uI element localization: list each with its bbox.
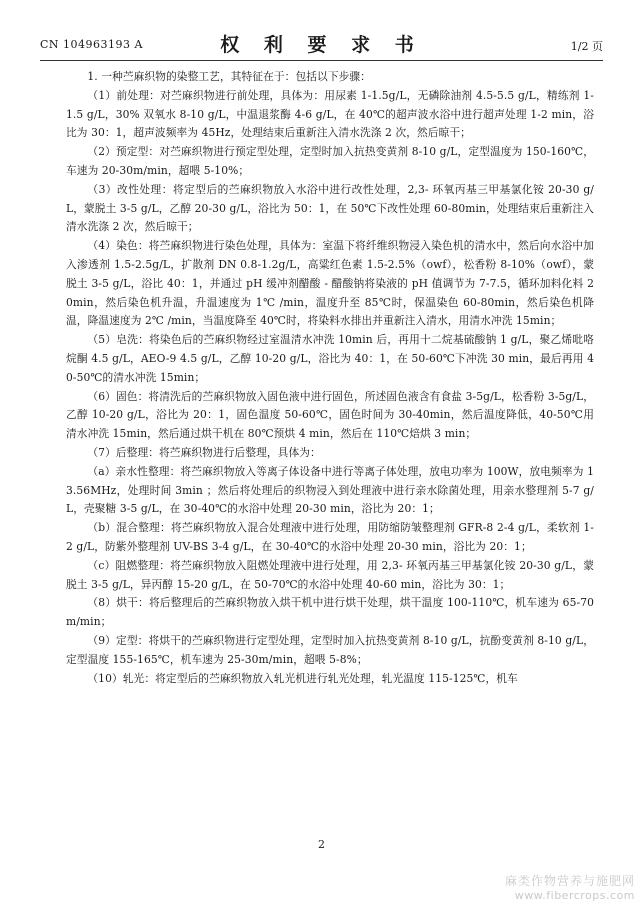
claims-body [66, 68, 594, 688]
step-modification: （3）改性处理：将定型后的苎麻织物放入水浴中进行改性处理，2,3- 环氧丙基三甲基氯化铵 20-30 g/L，蒙脱土 3-5 g/L，乙醇 20-30 g/L，浴比为 50：1，在 50℃下改性处理 60-80min，处理结束后重新注入清水洗涤 2 次，然后晾干； [66, 182, 594, 234]
substep-mixed: （b）混合整理：将苎麻织物放入混合处理液中进行处理，用防缩防皱整理剂 GFR-8 2-4 g/L，柔软剂 1-2 g/L，防紫外整理剂 UV-BS 3-4 g/L，在 30-40℃的水浴中处理 20-30 min，浴比为 20：1； [66, 521, 594, 553]
page-indicator: 1/2 页 [570, 40, 603, 53]
watermark-site-name: 麻类作物营养与施肥网 [504, 874, 635, 888]
watermark-url: www.fibercrops.com [514, 889, 635, 902]
substep-hydrophilic: （a）亲水性整理：将苎麻织物放入等离子体设备中进行等离子体处理，放电功率为 100W，放电频率为 13.56MHz，处理时间 3min ；然后将处理后的织物浸入到处理液中进行亲水除菌处理，用亲水整理剂 5-7 g/L，壳聚糖 3-5 g/L，在 30-40℃的水浴中处理 20-30 min，浴比为 20：1； [66, 464, 594, 516]
step-dyeing: （4）染色：将苎麻织物进行染色处理，具体为：室温下将纤维织物浸入染色机的清水中，然后向水浴中加入渗透剂 1.5-2.5g/L，扩散剂 DN 0.8-1.2g/L，高粱红色素 1.5-2.5%（owf），松香粉 8-10%（owf），蒙脱土 3-5 g/L，浴比 40：1，并通过 pH 缓冲剂醋酸 - 醋酸钠将染液的 pH 值调节为 7-7.5，循环加料化料 20min，然后染色机升温，升温速度为 1℃ /min，温度升至 85℃时，保温染色 60-80min，然后染色机降温，降温速度为 2℃ /min，当温度降至 40℃时，将染料水排出并重新注入清水，用清水冲洗 15min； [66, 239, 594, 328]
site-watermark [505, 872, 635, 902]
step-setting: （9）定型：将烘干的苎麻织物进行定型处理，定型时加入抗热变黄剂 8-10 g/L，抗酚变黄剂 8-10 g/L，定型温度 155-165℃，机车速为 25-30m/min，超喂 5-8%； [66, 633, 594, 666]
header-divider [40, 60, 603, 61]
step-color-fixing: （6）固色：将清洗后的苎麻织物放入固色液中进行固色，所述固色液含有食盐 3-5g/L，松香粉 3-5g/L，乙醇 10-20 g/L，浴比为 20：1，固色温度 50-60℃，固色时间为 30-40min，然后温度降低，40-50℃用清水冲洗 15min，然后通过烘干机在 80℃预烘 4 min，然后在 110℃焙烘 3 min； [66, 389, 594, 441]
page-number: 2 [318, 838, 325, 851]
claim-intro: 1. 一种苎麻织物的染整工艺，其特征在于：包括以下步骤： [87, 70, 371, 83]
page-header [40, 28, 603, 58]
step-drying: （8）烘干：将后整理后的苎麻织物放入烘干机中进行烘干处理，烘干温度 100-110℃，机车速为 65-70m/min； [66, 596, 594, 629]
document-title: 权 利 要 求 书 [220, 34, 423, 56]
substep-flame-retardant: （c）阻燃整理：将苎麻织物放入阻燃处理液中进行处理，用 2,3- 环氧丙基三甲基氯化铵 20-30 g/L，蒙脱土 3-5 g/L，异丙醇 15-20 g/L，在 50-70℃的水浴中处理 40-60 min，浴比为 30：1； [66, 558, 594, 591]
patent-number: CN 104963193 A [40, 38, 143, 51]
step-soaping: （5）皂洗：将染色后的苎麻织物经过室温清水冲洗 10min 后，再用十二烷基硫酸钠 1 g/L，聚乙烯吡咯烷酮 4.5 g/L，AEO-9 4.5 g/L，乙醇 10-20 g/L，浴比为 40：1，在 50-60℃下冲洗 30 min，最后再用 40-50℃的清水冲洗 15min； [66, 333, 594, 384]
step-calendering: （10）轧光：将定型后的苎麻织物放入轧光机进行轧光处理，轧光温度 115-125℃，机车 [87, 671, 518, 685]
step-presetting: （2）预定型：对苎麻织物进行预定型处理，定型时加入抗热变黄剂 8-10 g/L，定型温度为 150-160℃，车速为 20-30m/min，超喂 5-10%； [66, 145, 594, 177]
step-pretreatment: （1）前处理：对苎麻织物进行前处理，具体为：用尿素 1-1.5g/L，无磷除油剂 4.5-5.5 g/L，精练剂 1-1.5 g/L，30% 双氧水 8-10 g/L，中温退浆酶 4-6 g/L，在 40℃的超声波水浴中进行超声处理 1-2 min，浴比为 30：1，超声波频率为 45Hz，处理结束后重新注入清水洗涤 2 次，然后晾干； [66, 88, 594, 140]
step-finishing: （7）后整理：将苎麻织物进行后整理，具体为： [87, 445, 321, 459]
